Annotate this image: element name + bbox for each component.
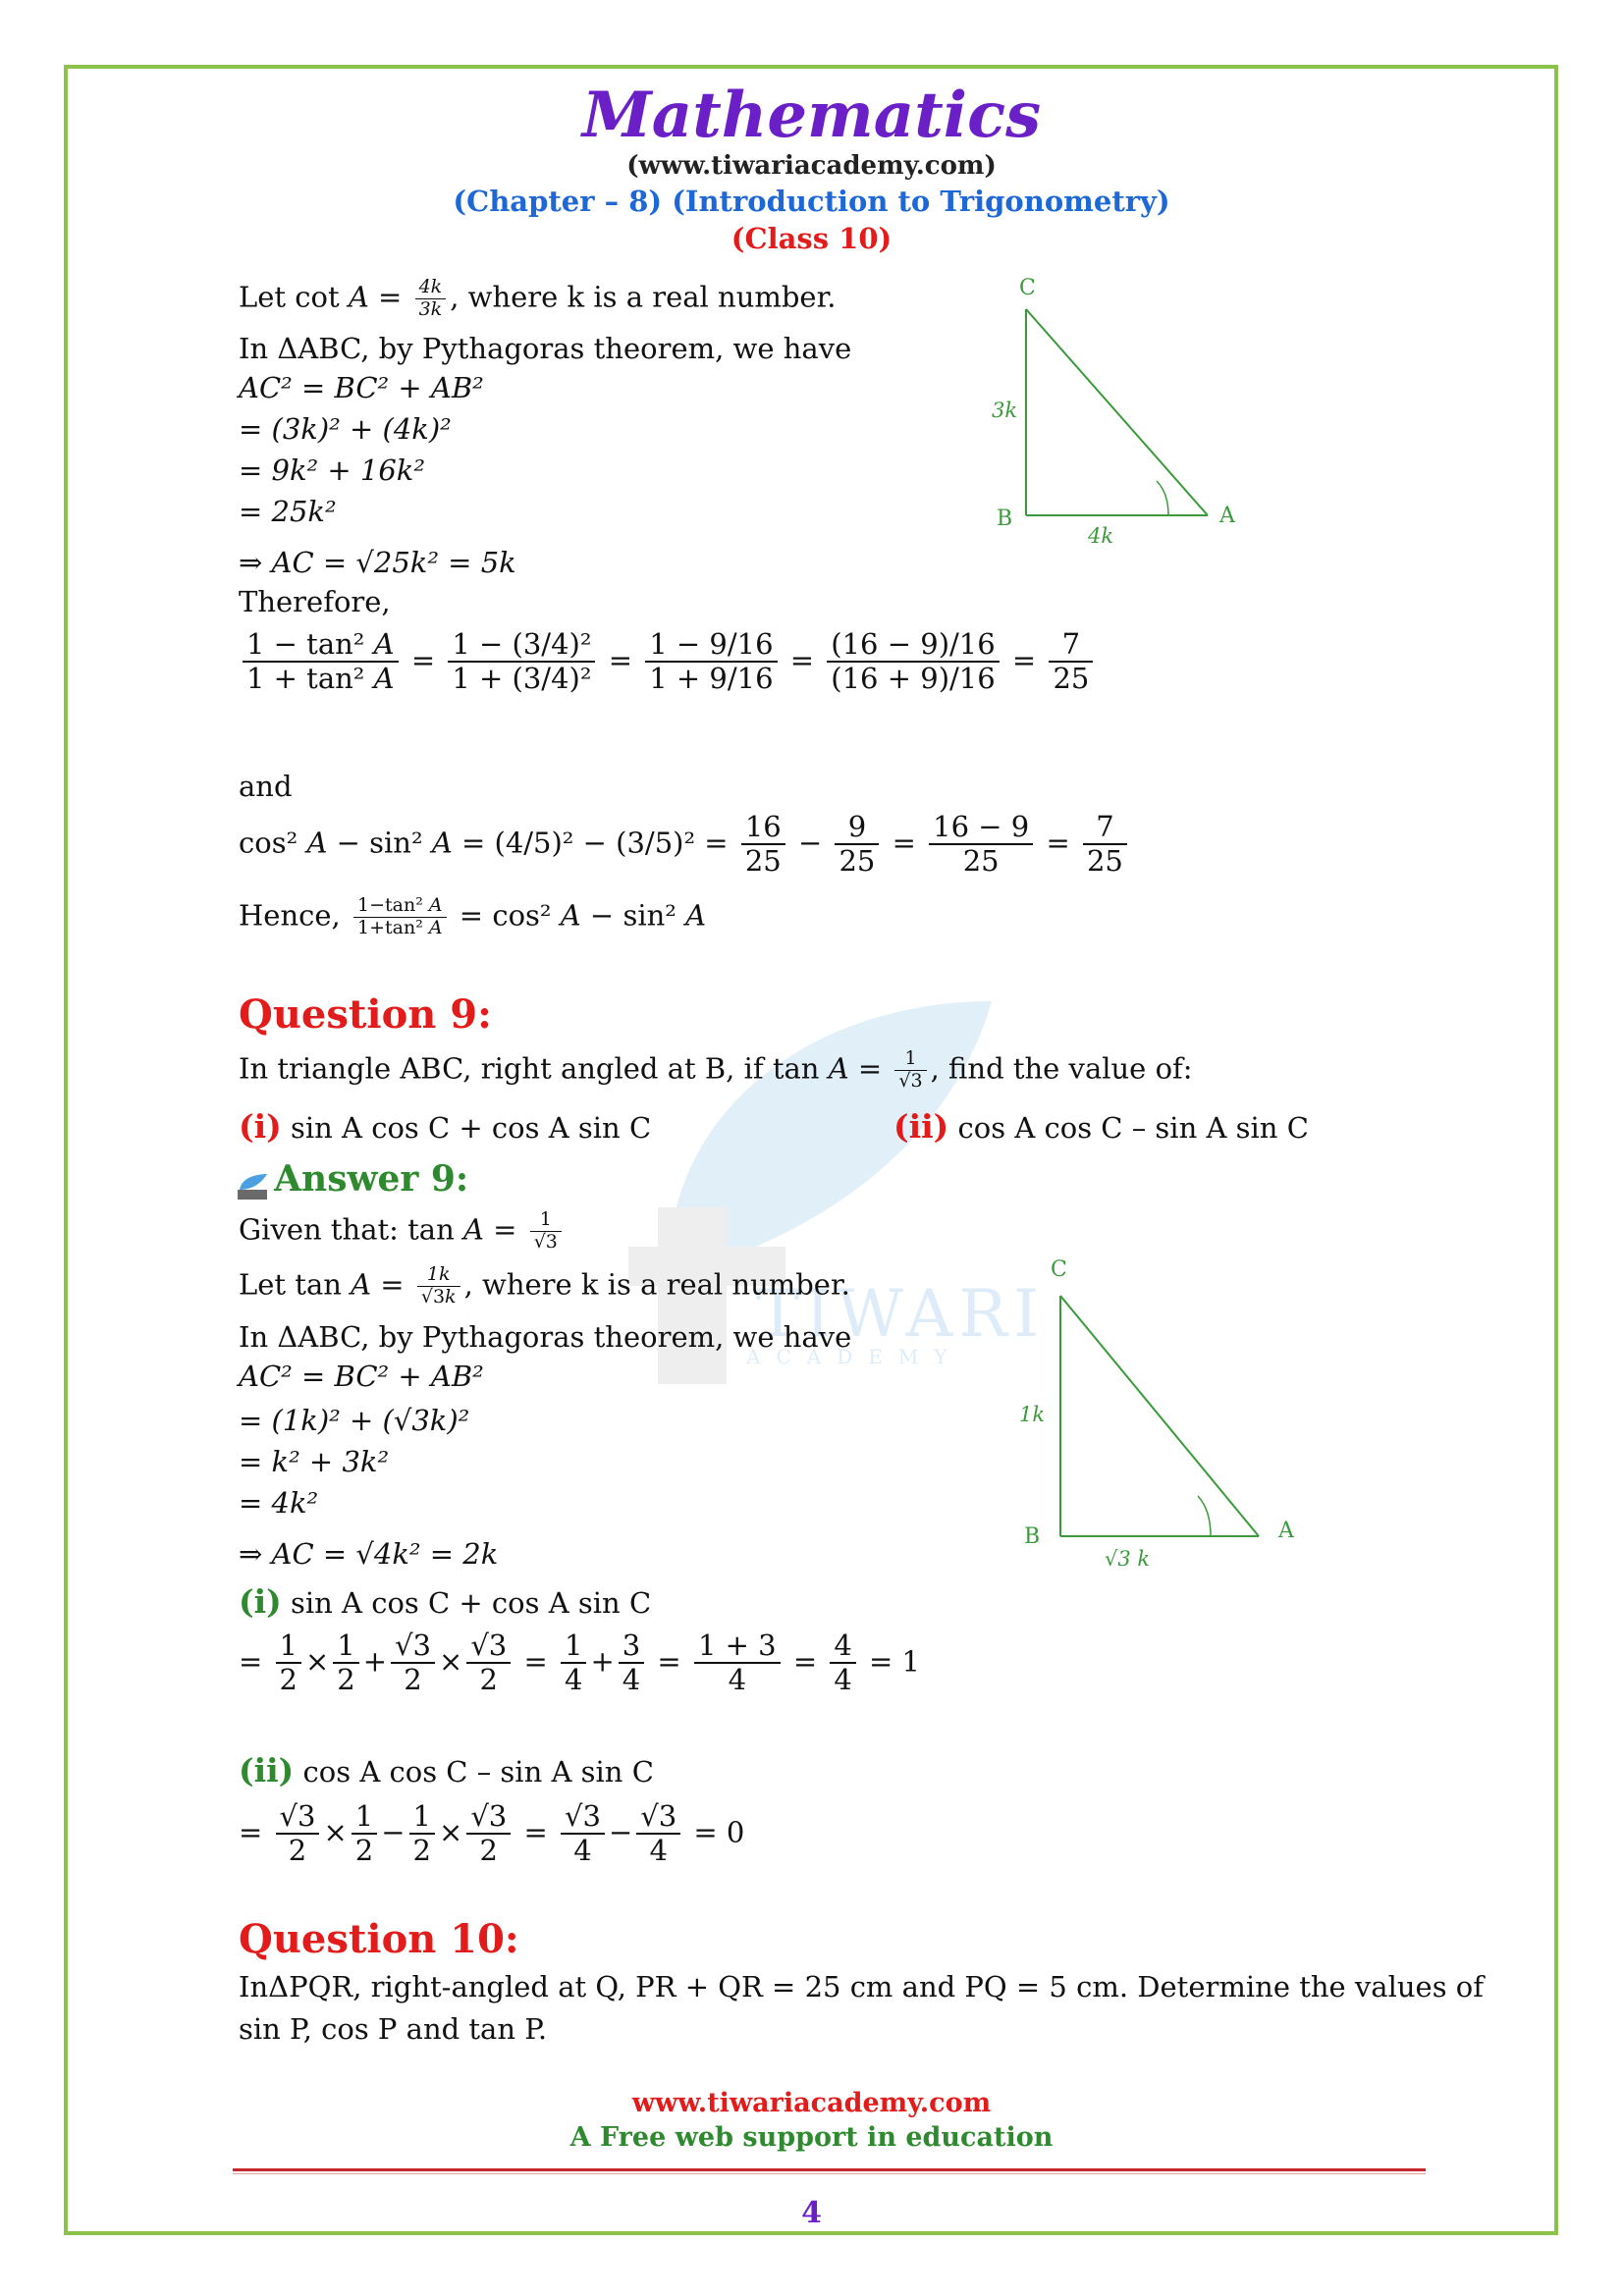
q8-and: and bbox=[239, 770, 293, 803]
q8-pyth-intro: In ΔABC, by Pythagoras theorem, we have bbox=[239, 332, 852, 365]
question-10-heading: Question 10: bbox=[239, 1916, 519, 1962]
footer-divider bbox=[233, 2168, 1426, 2171]
page-title: Mathematics bbox=[581, 79, 1042, 152]
tri2-label-b: B bbox=[1024, 1524, 1041, 1549]
q8-step-1: AC² = BC² + AB² bbox=[239, 371, 484, 404]
watermark-logo-text: TIWARI bbox=[756, 1276, 1046, 1352]
tri2-side-bc: 1k bbox=[1019, 1403, 1046, 1426]
a9-part-ii-solution: = $\frac{√3}{2}$ × $\frac{1}{2}$ − $\frac{1}{2}$ × $\frac{√3}{2}$ = $\frac{√3}{4}$ − $\frac{√3}{4}$ = 0 bbox=[239, 1799, 745, 1868]
q9-triangle-figure bbox=[1001, 1247, 1316, 1580]
footer-divider-shadow bbox=[233, 2173, 1426, 2174]
tri1-label-c: C bbox=[1019, 276, 1036, 300]
header-url[interactable]: (www.tiwariacademy.com) bbox=[626, 151, 997, 181]
a9-step-2: = (1k)² + (√3k)² bbox=[239, 1404, 470, 1437]
a9-step-1: AC² = BC² + AB² bbox=[239, 1360, 484, 1393]
tri2-label-a: A bbox=[1278, 1519, 1294, 1543]
q8-triangle-figure bbox=[972, 265, 1267, 560]
tri1-label-b: B bbox=[997, 507, 1013, 531]
q8-step-5: ⇒ AC = √25k² = 5k bbox=[239, 546, 516, 579]
tri1-side-bc: 3k bbox=[992, 399, 1018, 422]
q10-line-2: sin P, cos P and tan P. bbox=[239, 2012, 548, 2046]
q8-let-suffix: , where k is a real number. bbox=[450, 280, 837, 314]
q8-let-prefix: Let cot bbox=[239, 280, 349, 314]
q8-step-2: = (3k)² + (4k)² bbox=[239, 412, 452, 446]
a9-part-i-solution: = $\frac{1}{2}$ × $\frac{1}{2}$ + $\frac{√3}{2}$ × $\frac{√3}{2}$ = $\frac{1}{4}$ + $\frac{3}{4}$ = $\frac{1 + 3}{4}$ = $\frac{4}{4}$ = 1 bbox=[239, 1629, 920, 1697]
a9-given: Given that: tan A = $\frac{1}{√3}$ bbox=[239, 1209, 566, 1254]
q8-hence-line: Hence, $\frac{\text{1−tan² A}}{\text{1+tan² A}}$ = cos² A − sin² A bbox=[239, 894, 707, 938]
q8-therefore: Therefore, bbox=[239, 585, 391, 618]
page-number: 4 bbox=[801, 2196, 822, 2230]
footer-url[interactable]: www.tiwariacademy.com bbox=[631, 2088, 992, 2118]
a9-step-4: = 4k² bbox=[239, 1486, 319, 1520]
a9-step-5: ⇒ AC = √4k² = 2k bbox=[239, 1537, 499, 1571]
answer-9-heading: Answer 9: bbox=[236, 1158, 468, 1201]
q10-line-1: InΔPQR, right-angled at Q, PR + QR = 25 cm and PQ = 5 cm. Determine the values of bbox=[239, 1970, 1484, 2003]
question-9-heading: Question 9: bbox=[239, 991, 492, 1038]
a9-part-ii-heading: (ii) cos A cos C – sin A sin C bbox=[239, 1751, 654, 1789]
q8-cot-fraction: $\frac{4k}{3k}$ bbox=[415, 277, 447, 321]
tri2-label-c: C bbox=[1051, 1257, 1067, 1282]
q8-step-4: = 25k² bbox=[239, 495, 337, 528]
a9-step-3: = k² + 3k² bbox=[239, 1445, 390, 1478]
a9-part-i-heading: (i) sin A cos C + cos A sin C bbox=[239, 1582, 652, 1621]
chapter-label: (Chapter – 8) (Introduction to Trigonometry) bbox=[453, 185, 1170, 218]
q9-part-ii: (ii) cos A cos C – sin A sin C bbox=[893, 1107, 1309, 1146]
q8-let-line: Let cot A = $\frac{4k}{3k}$ , where k is a real number. bbox=[239, 276, 837, 320]
class-label: (Class 10) bbox=[730, 222, 893, 255]
watermark-sub-text: ACADEMY bbox=[746, 1345, 963, 1368]
tri2-side-ab: √3 k bbox=[1105, 1547, 1151, 1571]
q8-cos-sin-equation: cos² A − sin² A = (4/5)² − (3/5)² = $\frac{16}{25}$ − $\frac{9}{25}$ = $\frac{16 - 9}{25}$ = $\frac{7}{25}$ bbox=[239, 811, 1131, 879]
a9-pyth-intro: In ΔABC, by Pythagoras theorem, we have bbox=[239, 1320, 852, 1354]
a9-let-line: Let tan A = $\frac{1k}{√3k}$ , where k is a real number. bbox=[239, 1263, 850, 1308]
q8-step-3: = 9k² + 16k² bbox=[239, 454, 426, 487]
tiwari-logo-icon bbox=[236, 1172, 269, 1201]
q9-statement: In triangle ABC, right angled at B, if tan A = $\frac{1}{√3}$ , find the value of: bbox=[239, 1047, 1193, 1092]
footer-tagline: A Free web support in education bbox=[569, 2122, 1054, 2153]
q9-part-i: (i) sin A cos C + cos A sin C bbox=[239, 1107, 652, 1146]
tri1-label-a: A bbox=[1219, 504, 1235, 528]
q8-tan-identity-equation: $\frac{\text{1 − tan² A}}{\text{1 + tan² A}}$ = $\frac{\text{1 − (3/4)²}}{\text{1 + (3/4)²}}$ = $\frac{1 - 9/16}{1 + 9/16}$ = $\frac{(16 - 9)/16}{(16 + 9)/16}$ = $\frac{7}{25}$ bbox=[239, 628, 1097, 696]
tri1-side-ab: 4k bbox=[1088, 524, 1114, 548]
